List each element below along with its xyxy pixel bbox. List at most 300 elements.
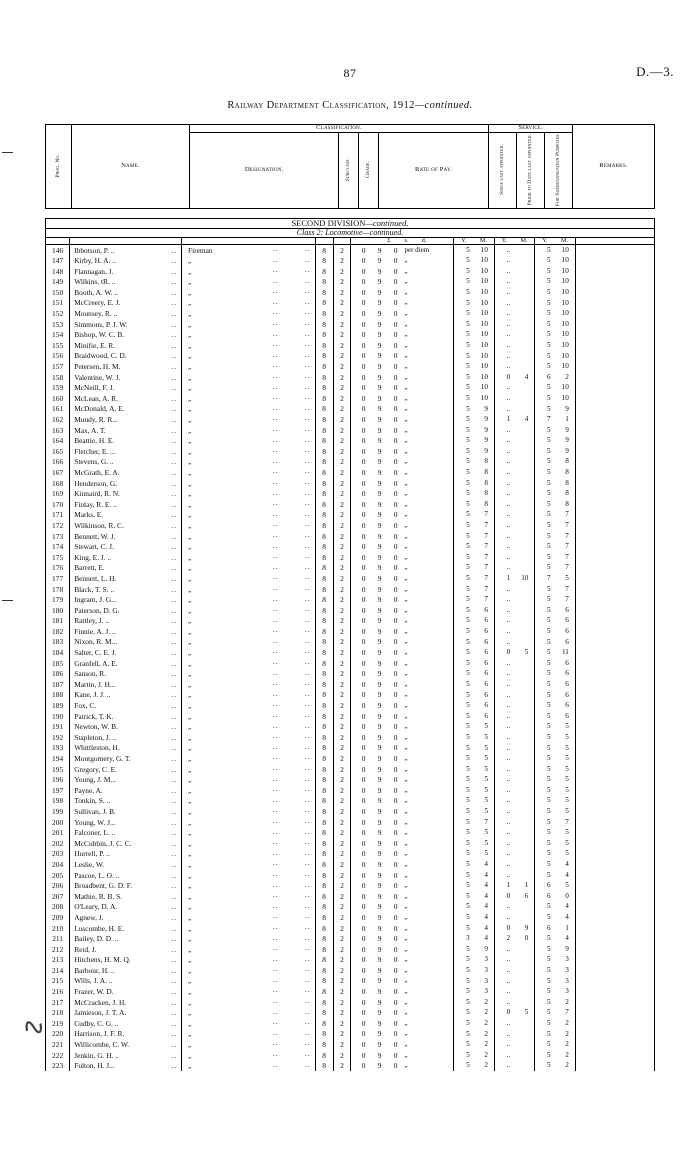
cell-prog-no: 180 xyxy=(46,605,70,616)
cell-grade: 2 xyxy=(333,647,351,658)
cell-superannuation xyxy=(535,891,575,902)
cell-prior-to-date xyxy=(494,244,534,255)
cell-rate-of-pay xyxy=(351,902,454,913)
cell-subclass: 8 xyxy=(315,722,333,733)
pay-note: „ xyxy=(404,309,408,318)
leader-dots-mid: .. xyxy=(272,1059,279,1069)
leader-dots-mid: .. xyxy=(272,614,279,624)
pay-note: per diem xyxy=(404,245,430,254)
prior-years: .. xyxy=(506,298,511,307)
leader-dots-mid: .. xyxy=(272,964,279,974)
since-months: 8 xyxy=(484,478,488,487)
leader-dots: .. xyxy=(171,351,177,361)
since-months: 6 xyxy=(484,690,488,699)
table-row xyxy=(46,934,655,945)
cell-subclass: 8 xyxy=(315,669,333,680)
super-months: 6 xyxy=(565,679,569,688)
pay-pence: 0 xyxy=(393,510,398,520)
since-years: 5 xyxy=(466,319,470,328)
prior-months xyxy=(513,660,534,667)
cell-prog-no: 217 xyxy=(46,997,70,1008)
cell-grade: 2 xyxy=(333,732,351,743)
cell-remarks xyxy=(575,404,654,415)
pay-pounds: 0 xyxy=(361,383,366,393)
cell-prior-to-date xyxy=(494,986,534,997)
super-months: 5 xyxy=(565,849,569,858)
since-years: 5 xyxy=(466,1050,470,1059)
cell-subclass: 8 xyxy=(315,383,333,394)
leader-dots-mid: .. xyxy=(272,402,279,412)
since-years: 5 xyxy=(466,393,470,402)
prior-years: 0 xyxy=(506,1008,511,1017)
cell-since-last-appointed xyxy=(454,986,494,997)
page-title-continued: —continued. xyxy=(414,100,473,111)
super-months: 6 xyxy=(565,658,569,667)
table-row xyxy=(46,859,655,870)
prior-months xyxy=(513,639,534,646)
since-months: 8 xyxy=(484,499,488,508)
leader-dots-end: .. xyxy=(304,974,311,984)
pay-pence: 0 xyxy=(393,309,398,319)
since-years: 3 xyxy=(466,934,470,943)
since-years: 5 xyxy=(466,415,470,424)
pay-pence: 0 xyxy=(393,785,398,795)
prior-years: .. xyxy=(506,489,511,498)
cell-designation: „ .. .. xyxy=(181,732,315,743)
cell-prog-no: 172 xyxy=(46,520,70,531)
leader-dots-end: .. xyxy=(304,498,311,508)
prior-months xyxy=(513,448,534,455)
cell-since-last-appointed xyxy=(454,626,494,637)
header-service: Service. xyxy=(489,125,573,133)
super-years: 5 xyxy=(547,468,551,477)
pay-note: „ xyxy=(404,923,408,932)
cell-prog-no: 162 xyxy=(46,414,70,425)
table-row xyxy=(46,542,655,553)
cell-since-last-appointed xyxy=(454,1039,494,1050)
pay-shillings: 9 xyxy=(377,340,382,350)
cell-prog-no: 153 xyxy=(46,319,70,330)
leader-dots-end: .. xyxy=(304,265,311,275)
prior-months xyxy=(513,903,534,910)
leader-dots-end: .. xyxy=(304,508,311,518)
cell-prog-no: 155 xyxy=(46,340,70,351)
pay-pounds: 0 xyxy=(361,785,366,795)
since-years: 5 xyxy=(466,457,470,466)
since-years: 5 xyxy=(466,891,470,900)
cell-subclass: 8 xyxy=(315,542,333,553)
pay-pounds: 0 xyxy=(361,542,366,552)
leader-dots-end: .. xyxy=(304,890,311,900)
leader-dots-end: .. xyxy=(304,529,311,539)
cell-remarks xyxy=(575,986,654,997)
cell-subclass: 8 xyxy=(315,489,333,500)
pay-pounds: 0 xyxy=(361,605,366,615)
cell-name: Kane, J. J. .. .. xyxy=(70,690,182,701)
cell-prog-no: 191 xyxy=(46,722,70,733)
cell-since-last-appointed xyxy=(454,859,494,870)
cell-designation: „ .. .. xyxy=(181,891,315,902)
cell-prior-to-date xyxy=(494,446,534,457)
cell-prog-no: 182 xyxy=(46,626,70,637)
leader-dots-mid: .. xyxy=(272,413,279,423)
cell-remarks xyxy=(575,584,654,595)
prior-months xyxy=(513,628,534,635)
pay-pounds: 0 xyxy=(361,510,366,520)
super-years: 5 xyxy=(547,987,551,996)
pay-pounds: 0 xyxy=(361,467,366,477)
leader-dots: .. xyxy=(171,542,177,552)
cell-designation: „ .. .. xyxy=(181,287,315,298)
super-months: 7 xyxy=(565,1008,569,1017)
cell-prior-to-date xyxy=(494,330,534,341)
pay-pounds: 0 xyxy=(361,637,366,647)
table-row xyxy=(46,393,655,404)
pay-pounds: 0 xyxy=(361,425,366,435)
super-years: 5 xyxy=(547,1040,551,1049)
cell-grade: 2 xyxy=(333,891,351,902)
cell-grade: 2 xyxy=(333,637,351,648)
pay-shillings: 9 xyxy=(377,849,382,859)
cell-remarks xyxy=(575,732,654,743)
cell-prog-no: 156 xyxy=(46,351,70,362)
cell-superannuation xyxy=(535,531,575,542)
cell-since-last-appointed xyxy=(454,732,494,743)
since-years: 5 xyxy=(466,425,470,434)
cell-name: Young, J. M... .. xyxy=(70,775,182,786)
cell-designation: „ .. .. xyxy=(181,722,315,733)
super-years: 5 xyxy=(547,319,551,328)
pay-pence: 0 xyxy=(393,563,398,573)
prior-months xyxy=(513,363,534,370)
since-months: 6 xyxy=(484,711,488,720)
pay-pounds: 0 xyxy=(361,595,366,605)
cell-prog-no: 202 xyxy=(46,838,70,849)
document-reference: D.—3. xyxy=(636,64,674,79)
pay-pounds: 0 xyxy=(361,743,366,753)
since-years: 5 xyxy=(466,478,470,487)
pay-note: „ xyxy=(404,1061,408,1070)
cell-designation: „ .. .. xyxy=(181,828,315,839)
prior-years: .. xyxy=(506,955,511,964)
pay-pounds: 0 xyxy=(361,859,366,869)
prior-years: 0 xyxy=(506,923,511,932)
header-subclass-label: Subclass. xyxy=(345,157,352,181)
pay-note: „ xyxy=(404,1018,408,1027)
cell-prog-no: 176 xyxy=(46,563,70,574)
pay-note: „ xyxy=(404,404,408,413)
cell-designation: „ .. .. xyxy=(181,700,315,711)
cell-prog-no: 197 xyxy=(46,785,70,796)
leader-dots-mid: .. xyxy=(272,360,279,370)
pay-shillings: 9 xyxy=(377,732,382,742)
leader-dots: .. xyxy=(171,510,177,520)
super-years: 5 xyxy=(547,648,551,657)
prior-years: .. xyxy=(506,319,511,328)
cell-grade: 2 xyxy=(333,287,351,298)
prior-years: .. xyxy=(506,457,511,466)
super-months: 5 xyxy=(565,881,569,890)
pay-pence: 0 xyxy=(393,1018,398,1028)
cell-since-last-appointed xyxy=(454,1018,494,1029)
table-row xyxy=(46,923,655,934)
cell-prior-to-date xyxy=(494,383,534,394)
table-row xyxy=(46,510,655,521)
margin-pencil-mark: ∿ xyxy=(17,1008,51,1047)
cell-designation: „ .. .. xyxy=(181,383,315,394)
pay-shillings: 9 xyxy=(377,425,382,435)
cell-rate-of-pay xyxy=(351,277,454,288)
prior-years: .. xyxy=(506,1018,511,1027)
prior-years: .. xyxy=(506,510,511,519)
cell-designation: „ .. .. xyxy=(181,859,315,870)
cell-grade: 2 xyxy=(333,361,351,372)
prior-months: 9 xyxy=(524,923,529,932)
cell-grade: 2 xyxy=(333,679,351,690)
table-row xyxy=(46,1008,655,1019)
super-months: 9 xyxy=(565,446,569,455)
cell-subclass: 8 xyxy=(315,520,333,531)
cell-prog-no: 150 xyxy=(46,287,70,298)
cell-remarks xyxy=(575,722,654,733)
leader-dots: .. xyxy=(171,754,177,763)
super-months: 10 xyxy=(561,362,569,371)
cell-prior-to-date xyxy=(494,806,534,817)
leader-dots-end: .. xyxy=(304,763,311,772)
cell-superannuation xyxy=(535,700,575,711)
since-years: 5 xyxy=(466,372,470,381)
cell-superannuation xyxy=(535,944,575,955)
prior-months xyxy=(513,331,534,338)
pay-shillings: 9 xyxy=(377,1008,382,1018)
cell-rate-of-pay xyxy=(351,383,454,394)
cell-superannuation xyxy=(535,520,575,531)
pay-pence: 0 xyxy=(393,648,398,658)
leader-dots-end: .. xyxy=(304,296,311,306)
prior-months xyxy=(513,543,534,550)
super-years: 5 xyxy=(547,626,551,635)
leader-dots: .. xyxy=(171,436,177,446)
cell-superannuation xyxy=(535,775,575,786)
since-months: 10 xyxy=(480,340,488,349)
since-years: 5 xyxy=(466,245,470,254)
since-months: 7 xyxy=(484,521,488,530)
pay-shillings: 9 xyxy=(377,309,382,319)
cell-grade: 2 xyxy=(333,902,351,913)
pay-pence: 0 xyxy=(393,319,398,329)
since-years: 5 xyxy=(466,340,470,349)
cell-prog-no: 148 xyxy=(46,266,70,277)
cell-remarks xyxy=(575,796,654,807)
table-row xyxy=(46,563,655,574)
pay-note: „ xyxy=(404,330,408,339)
cell-grade: 2 xyxy=(333,785,351,796)
pay-note: „ xyxy=(404,891,408,900)
table-row xyxy=(46,446,655,457)
leader-dots-mid: .. xyxy=(272,604,279,614)
cell-superannuation xyxy=(535,489,575,500)
pay-note: „ xyxy=(404,838,408,847)
class-heading-continued: —continued. xyxy=(362,227,404,237)
pay-pence: 0 xyxy=(393,542,398,552)
leader-dots-end: .. xyxy=(304,572,311,582)
leader-dots-mid: .. xyxy=(272,699,279,709)
cell-grade: 2 xyxy=(333,796,351,807)
pay-shillings: 9 xyxy=(377,891,382,901)
super-months: 5 xyxy=(565,828,569,837)
cell-name: Bennett, W. J. .. xyxy=(70,531,182,542)
super-years: 5 xyxy=(547,287,551,296)
cell-superannuation xyxy=(535,605,575,616)
leader-dots: .. xyxy=(171,1029,177,1039)
cell-rate-of-pay xyxy=(351,1029,454,1040)
table-row xyxy=(46,1029,655,1040)
cell-rate-of-pay xyxy=(351,785,454,796)
super-years: 5 xyxy=(547,860,551,869)
cell-subclass: 8 xyxy=(315,817,333,828)
super-months: 10 xyxy=(561,266,569,275)
pay-shillings: 9 xyxy=(377,319,382,329)
leader-dots: .. xyxy=(171,404,177,414)
prior-years: .. xyxy=(506,796,511,805)
cell-superannuation xyxy=(535,595,575,606)
cell-prog-no: 214 xyxy=(46,965,70,976)
since-years: 5 xyxy=(466,679,470,688)
pay-note: „ xyxy=(404,881,408,890)
pay-pounds: 0 xyxy=(361,965,366,975)
leader-dots-mid: .. xyxy=(272,826,279,836)
cell-subclass: 8 xyxy=(315,595,333,606)
pay-note: „ xyxy=(404,987,408,996)
cell-remarks xyxy=(575,510,654,521)
cell-since-last-appointed xyxy=(454,351,494,362)
cell-prog-no: 188 xyxy=(46,690,70,701)
pay-note: „ xyxy=(404,298,408,307)
cell-superannuation xyxy=(535,828,575,839)
header-prog-no-label: Prog. No. xyxy=(54,153,61,178)
prior-years: .. xyxy=(506,277,511,286)
super-months: 1 xyxy=(565,415,569,424)
cell-prior-to-date xyxy=(494,1018,534,1029)
cell-remarks xyxy=(575,626,654,637)
cell-remarks xyxy=(575,775,654,786)
cell-since-last-appointed xyxy=(454,902,494,913)
pay-note: „ xyxy=(404,1029,408,1038)
cell-designation: „ .. .. xyxy=(181,637,315,648)
cell-prior-to-date xyxy=(494,277,534,288)
prior-years: .. xyxy=(506,785,511,794)
leader-dots: .. xyxy=(171,584,177,594)
leader-dots: .. xyxy=(171,478,177,488)
cell-since-last-appointed xyxy=(454,531,494,542)
cell-superannuation xyxy=(535,976,575,987)
cell-since-last-appointed xyxy=(454,446,494,457)
cell-rate-of-pay xyxy=(351,605,454,616)
table-row xyxy=(46,722,655,733)
leader-dots-mid: .. xyxy=(272,498,279,508)
leader-dots-end: .. xyxy=(304,720,311,730)
cell-prior-to-date xyxy=(494,859,534,870)
cell-prog-no: 213 xyxy=(46,955,70,966)
pay-shillings: 9 xyxy=(377,489,382,499)
pay-shillings: 9 xyxy=(377,266,382,276)
since-months: 9 xyxy=(484,425,488,434)
pay-pounds: 0 xyxy=(361,287,366,297)
leader-dots-mid: .. xyxy=(272,349,279,359)
cell-prior-to-date xyxy=(494,817,534,828)
pay-shillings: 9 xyxy=(377,351,382,361)
pay-pence: 0 xyxy=(393,701,398,711)
leader-dots-end: .. xyxy=(304,667,311,677)
cell-subclass: 8 xyxy=(315,467,333,478)
cell-name: O'Leary, D. A. .. xyxy=(70,902,182,913)
pay-pence: 0 xyxy=(393,1061,398,1071)
pay-note: „ xyxy=(404,584,408,593)
super-years: 5 xyxy=(547,499,551,508)
cell-superannuation xyxy=(535,902,575,913)
pay-shillings: 9 xyxy=(377,372,382,382)
leader-dots: .. xyxy=(171,838,177,848)
cell-subclass: 8 xyxy=(315,679,333,690)
cell-name: Petersen, H. M. .. xyxy=(70,361,182,372)
prior-years: 0 xyxy=(506,648,511,657)
prior-months xyxy=(513,956,534,963)
pay-shillings: 9 xyxy=(377,923,382,933)
table-row xyxy=(46,1061,655,1072)
pay-pence: 0 xyxy=(393,944,398,954)
cell-superannuation xyxy=(535,510,575,521)
prior-years: .. xyxy=(506,764,511,773)
super-months: 5 xyxy=(565,785,569,794)
cell-grade: 2 xyxy=(333,626,351,637)
cell-prior-to-date xyxy=(494,764,534,775)
cell-name: Mathie, R. B. S. .. xyxy=(70,891,182,902)
leader-dots-mid: .. xyxy=(272,890,279,900)
prior-years: .. xyxy=(506,266,511,275)
since-months: 10 xyxy=(480,362,488,371)
cell-name: Beattie, H. E. .. xyxy=(70,436,182,447)
cell-name: Wilkinson, R. C. .. xyxy=(70,520,182,531)
cell-prog-no: 200 xyxy=(46,817,70,828)
cell-remarks xyxy=(575,1050,654,1061)
leader-dots-mid: .. xyxy=(272,974,279,984)
cell-grade: 2 xyxy=(333,351,351,362)
cell-subclass: 8 xyxy=(315,351,333,362)
prior-months xyxy=(513,850,534,857)
since-years: 5 xyxy=(466,552,470,561)
pay-pence: 0 xyxy=(393,552,398,562)
cell-prior-to-date xyxy=(494,997,534,1008)
cell-rate-of-pay xyxy=(351,1018,454,1029)
super-years: 6 xyxy=(547,372,551,381)
cell-rate-of-pay xyxy=(351,563,454,574)
table-row xyxy=(46,457,655,468)
super-years: 5 xyxy=(547,976,551,985)
cell-grade: 2 xyxy=(333,510,351,521)
since-months: 3 xyxy=(484,987,488,996)
cell-subclass: 8 xyxy=(315,605,333,616)
prior-years: .. xyxy=(506,425,511,434)
cell-superannuation xyxy=(535,711,575,722)
prior-years: .. xyxy=(506,446,511,455)
cell-remarks xyxy=(575,520,654,531)
leader-dots-mid: .. xyxy=(272,466,279,476)
since-years: 5 xyxy=(466,521,470,530)
pay-pence: 0 xyxy=(393,722,398,732)
since-years: 5 xyxy=(466,828,470,837)
class-heading xyxy=(46,228,655,237)
super-months: 2 xyxy=(565,1018,569,1027)
